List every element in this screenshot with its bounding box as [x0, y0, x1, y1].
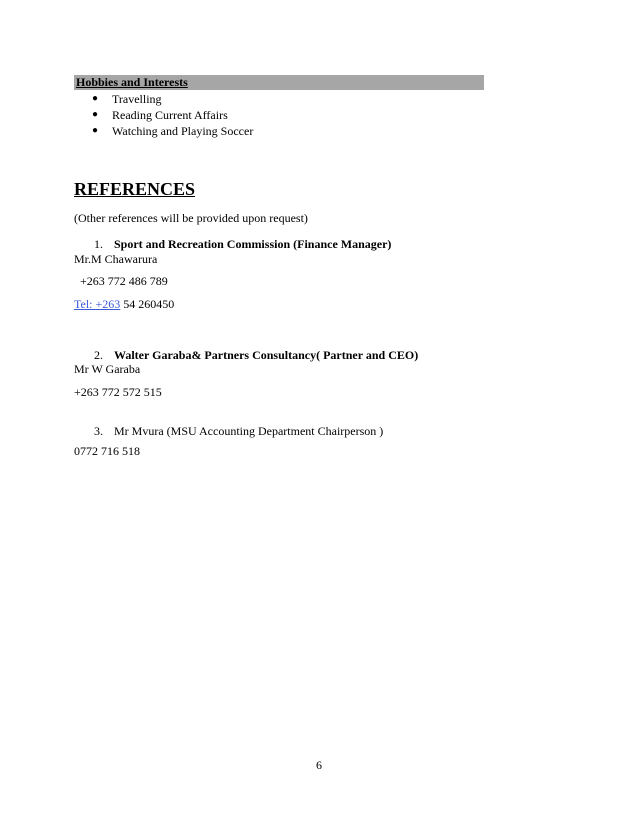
tel-link[interactable]: Tel: +263: [74, 297, 121, 311]
list-item: [92, 123, 253, 139]
reference-number: 2.: [94, 348, 103, 362]
tel-number-rest: 54 260450: [120, 297, 175, 311]
reference-org: Mr Mvura (MSU Accounting Department Chairperson ): [114, 424, 384, 438]
reference-2-title: [94, 347, 418, 363]
reference-1-name: Mr.M Chawarura: [74, 252, 158, 266]
bullet-icon: ●: [92, 109, 99, 120]
reference-2-phone: +263 772 572 515: [74, 385, 162, 399]
reference-2-name: Mr W Garaba: [74, 362, 141, 376]
bullet-icon: ●: [92, 93, 99, 104]
reference-1-title: [94, 236, 391, 252]
hobbies-heading-bar: [74, 75, 484, 90]
reference-number: 3.: [94, 424, 103, 438]
reference-1-phone: +263 772 486 789: [80, 274, 168, 288]
hobbies-list: [92, 91, 253, 139]
list-item: [92, 107, 253, 123]
reference-3-title: [94, 423, 383, 439]
references-heading: REFERENCES: [74, 179, 196, 199]
reference-1-tel: [74, 296, 174, 312]
hobbies-heading: Hobbies and Interests: [76, 75, 188, 89]
reference-org: Sport and Recreation Commission (Finance Manager): [114, 237, 392, 251]
page-number: 6: [316, 758, 322, 772]
hobby-label: Watching and Playing Soccer: [112, 124, 254, 138]
hobby-label: Reading Current Affairs: [112, 108, 228, 122]
bullet-icon: ●: [92, 125, 99, 136]
reference-org: Walter Garaba& Partners Consultancy( Partner and CEO): [114, 348, 419, 362]
reference-3-phone: 0772 716 518: [74, 444, 140, 458]
hobby-label: Travelling: [112, 92, 162, 106]
reference-number: 1.: [94, 237, 103, 251]
list-item: [92, 91, 253, 107]
references-note: (Other references will be provided upon request): [74, 211, 308, 225]
